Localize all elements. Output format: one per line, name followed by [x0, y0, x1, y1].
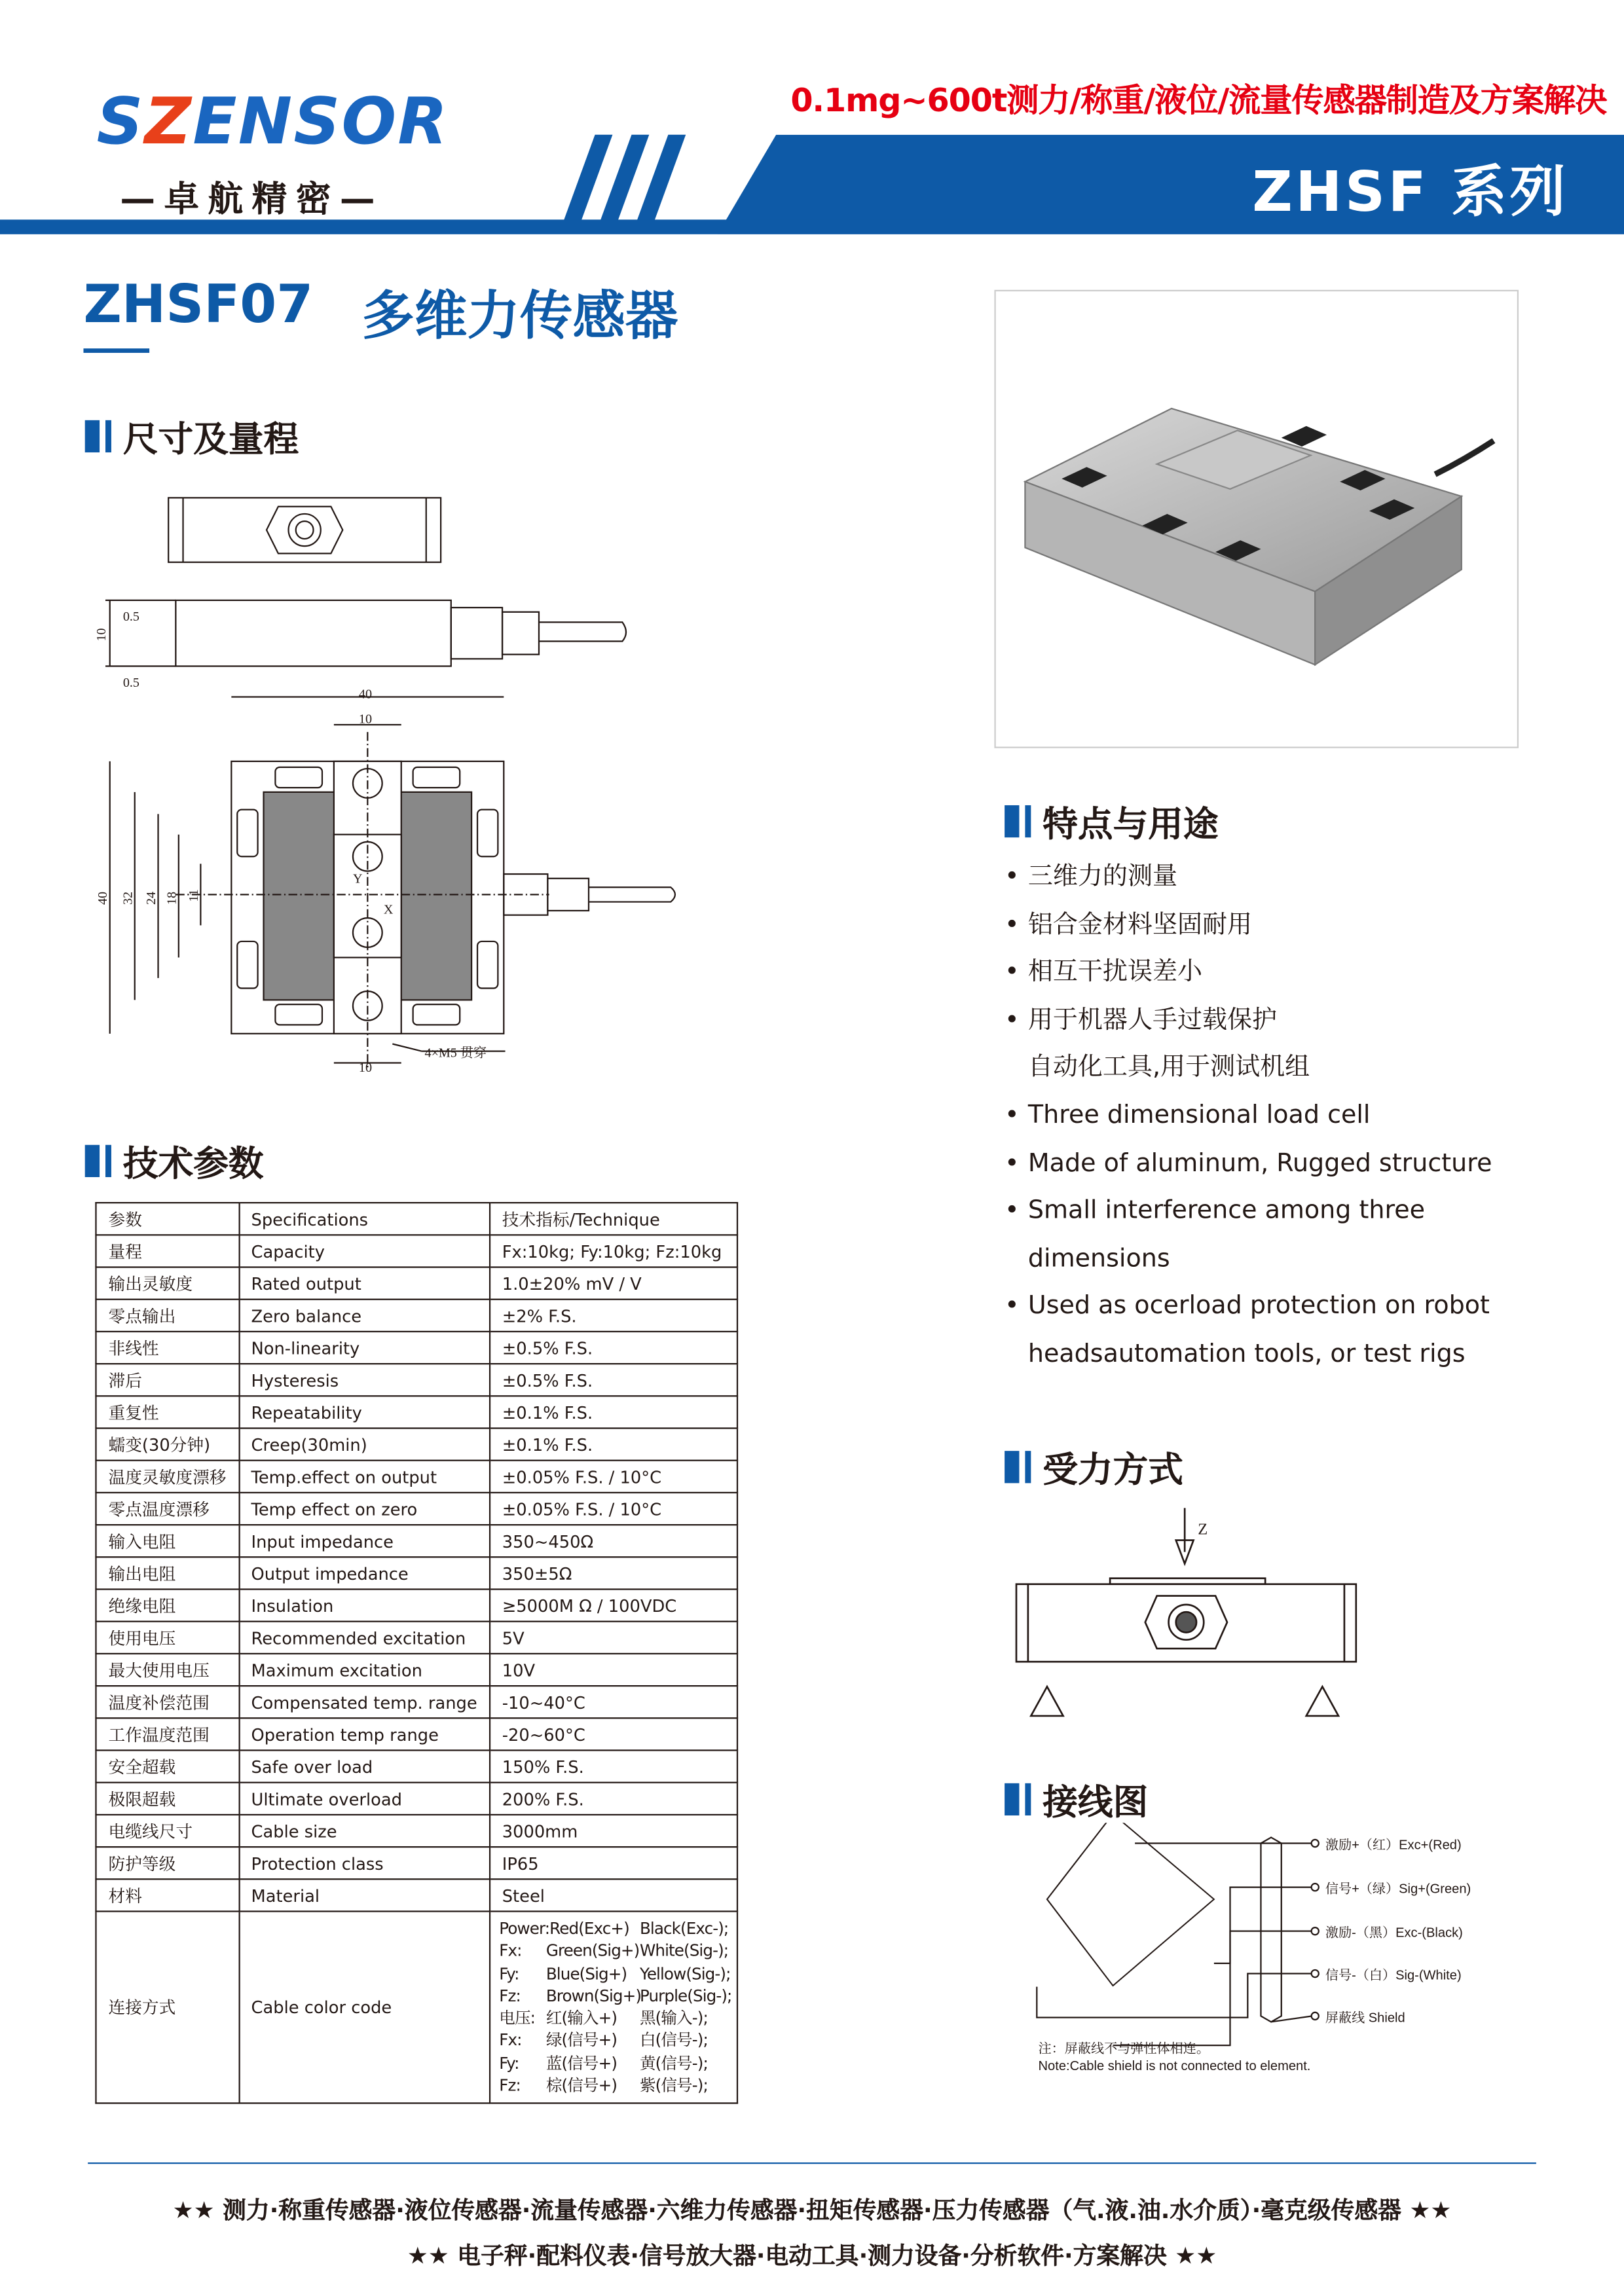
table-row: [96, 1590, 737, 1622]
title-underline: [83, 348, 149, 353]
dim-label: 11: [186, 889, 201, 902]
cell: 蠕变(30分钟): [96, 1429, 238, 1461]
cable-code-line: [499, 2075, 728, 2097]
list-item: • 用于机器人手过载保护: [1005, 996, 1492, 1044]
cell: 参数: [96, 1203, 238, 1235]
cell: Output impedance: [239, 1557, 490, 1589]
cell: Insulation: [239, 1590, 490, 1622]
cell: 3000mm: [490, 1815, 737, 1847]
cell: 工作温度范围: [96, 1718, 238, 1750]
cable-code-part: Fz:: [499, 1986, 521, 2006]
hole-label: 4×M5 贯穿: [424, 1046, 487, 1061]
cable-code-part: Yellow(Sig-);: [639, 1964, 731, 1984]
cell: Specifications: [239, 1203, 490, 1235]
table-row-connection: [96, 1911, 737, 2104]
cell: 输出灵敏度: [96, 1267, 238, 1300]
cell: Hysteresis: [239, 1364, 490, 1396]
table-row: [96, 1815, 737, 1847]
cell: ≥5000M Ω / 100VDC: [490, 1590, 737, 1622]
list-item: • 铝合金材料坚固耐用: [1005, 902, 1492, 949]
cell: 5V: [490, 1622, 737, 1654]
list-item: headsautomation tools, or test rigs: [1027, 1339, 1466, 1369]
cable-code-part: Fz:: [499, 2076, 521, 2096]
table-row: [96, 1300, 737, 1332]
table-row: [96, 1750, 737, 1782]
dim-label: 40: [358, 687, 373, 702]
cell: 滞后: [96, 1364, 238, 1396]
wire-label-sig-plus: 信号+（绿）Sig+(Green): [1325, 1882, 1471, 1897]
cell: 量程: [96, 1235, 238, 1267]
cable-code-part: 黑(输入-);: [639, 2009, 708, 2028]
cable-code-part: 绿(信号+): [545, 2031, 618, 2050]
cell: 非线性: [96, 1332, 238, 1364]
wire-label-exc-minus: 激励-（黑）Exc-(Black): [1325, 1925, 1463, 1941]
wiring-note-cn: 注：屏蔽线不与弹性体相连。: [1038, 2041, 1209, 2056]
cell: Capacity: [239, 1235, 490, 1267]
cell: ±0.5% F.S.: [490, 1332, 737, 1364]
cell: Cable color code: [239, 1911, 490, 2104]
cell: 200% F.S.: [490, 1783, 737, 1815]
footer-rule: [88, 2162, 1536, 2164]
cell: 防护等级: [96, 1847, 238, 1879]
cell: ±0.05% F.S. / 10°C: [490, 1493, 737, 1525]
axis-label: Y: [352, 871, 363, 886]
cable-code-part: Fx:: [499, 2031, 522, 2050]
cell: ±0.05% F.S. / 10°C: [490, 1461, 737, 1493]
cell: 安全超载: [96, 1750, 238, 1782]
section-features: 特点与用途: [1005, 795, 1218, 846]
cable-code-part: 红(输入+): [545, 2009, 618, 2028]
cell: Cable size: [239, 1815, 490, 1847]
cell: 10V: [490, 1654, 737, 1686]
spec-table: [95, 1202, 737, 2104]
cable-code-part: Fy:: [499, 2054, 519, 2073]
cable-code-line: [499, 1963, 731, 1985]
cell: 技术指标/Technique: [490, 1203, 737, 1235]
cell: -20~60°C: [490, 1718, 737, 1750]
cable-code-line: [499, 2052, 728, 2075]
cable-code-part: 电压:: [499, 2009, 536, 2028]
cell: 连接方式: [96, 1911, 238, 2104]
dim-label: 0.5: [122, 610, 139, 625]
loading-diagram: [1010, 1501, 1362, 1720]
dim-label: 18: [164, 891, 179, 905]
list-item: • Used as ocerload protection on robot: [1005, 1283, 1492, 1331]
cable-code-part: Blue(Sig+): [545, 1964, 627, 1984]
cable-code-part: Fx:: [499, 1941, 522, 1961]
dim-label: 10: [358, 1060, 373, 1075]
cable-code-line: [499, 2007, 728, 2030]
cell: ±2% F.S.: [490, 1300, 737, 1332]
section-specs: 技术参数: [85, 1135, 264, 1186]
cell: Creep(30min): [239, 1429, 490, 1461]
table-row: [96, 1622, 737, 1654]
list-item: • Small interference among three: [1005, 1188, 1492, 1235]
wiring-note-en: Note:Cable shield is not connected to element.: [1038, 2059, 1311, 2074]
cell: Safe over load: [239, 1750, 490, 1782]
dim-label: 10: [94, 628, 109, 642]
table-row: [96, 1235, 737, 1267]
cell: Non-linearity: [239, 1332, 490, 1364]
cable-code-line: [499, 1918, 728, 1941]
cell: 输入电阻: [96, 1525, 238, 1557]
cell: Fx:10kg; Fy:10kg; Fz:10kg: [490, 1235, 737, 1267]
feature-list: [1005, 854, 1492, 1379]
table-row: [96, 1783, 737, 1815]
section-wiring: 接线图: [1005, 1773, 1148, 1824]
cell: 绝缘电阻: [96, 1590, 238, 1622]
dim-label: 40: [96, 891, 111, 905]
cable-code-part: Brown(Sig+): [545, 1986, 642, 2006]
table-row: [96, 1525, 737, 1557]
table-row: [96, 1461, 737, 1493]
cell: 使用电压: [96, 1622, 238, 1654]
cell: 150% F.S.: [490, 1750, 737, 1782]
cell: Maximum excitation: [239, 1654, 490, 1686]
table-row: [96, 1396, 737, 1428]
cell: Temp.effect on output: [239, 1461, 490, 1493]
cell: IP65: [490, 1847, 737, 1879]
cell: Operation temp range: [239, 1718, 490, 1750]
cable-code-part: 棕(信号+): [545, 2076, 618, 2096]
cell: ±0.1% F.S.: [490, 1396, 737, 1428]
slogan: 0.1mg~600t测力/称重/液位/流量传感器制造及方案解决: [790, 83, 1607, 120]
cable-code-line: [499, 1985, 732, 2007]
table-row: [96, 1429, 737, 1461]
table-row: [96, 1686, 737, 1718]
series-title: ZHSF 系列: [1252, 159, 1569, 225]
list-item: • Three dimensional load cell: [1005, 1092, 1492, 1140]
cell: ±0.5% F.S.: [490, 1364, 737, 1396]
dim-label: 24: [144, 891, 159, 905]
cell: 极限超载: [96, 1783, 238, 1815]
cell: 350~450Ω: [490, 1525, 737, 1557]
dim-label: 0.5: [122, 675, 139, 690]
product-name: 多维力传感器: [361, 287, 678, 348]
cell: Rated output: [239, 1267, 490, 1300]
cell: Material: [239, 1879, 490, 1911]
cable-code-part: 黄(信号-);: [639, 2054, 708, 2073]
cell: Steel: [490, 1879, 737, 1911]
table-row: [96, 1332, 737, 1364]
dimension-drawing: [88, 483, 703, 1084]
axis-label: Z: [1198, 1520, 1208, 1539]
table-row: [96, 1267, 737, 1300]
cable-code-part: Black(Exc-);: [639, 1919, 729, 1939]
section-loading: 受力方式: [1005, 1441, 1183, 1492]
axis-label: X: [383, 902, 394, 917]
cable-color-codes: [490, 1911, 737, 2104]
cable-code-part: Green(Sig+): [545, 1941, 640, 1961]
cell: 温度补偿范围: [96, 1686, 238, 1718]
cable-code-line: [499, 1941, 728, 1963]
list-item: • Made of aluminum, Rugged structure: [1005, 1140, 1492, 1188]
cell: 材料: [96, 1879, 238, 1911]
wire-label-sig-minus: 信号-（白）Sig-(White): [1325, 1968, 1462, 1983]
cable-code-part: Fy:: [499, 1964, 519, 1984]
cell: ±0.1% F.S.: [490, 1429, 737, 1461]
list-item: 自动化工具,用于测试机组: [1027, 1053, 1310, 1083]
logo: SZENSOR: [96, 84, 449, 160]
cell: Protection class: [239, 1847, 490, 1879]
cell: 1.0±20% mV / V: [490, 1267, 737, 1300]
table-row: [96, 1654, 737, 1686]
cell: Repeatability: [239, 1396, 490, 1428]
list-item: • 三维力的测量: [1005, 854, 1492, 902]
table-row: [96, 1493, 737, 1525]
cell: 温度灵敏度漂移: [96, 1461, 238, 1493]
cell: 输出电阻: [96, 1557, 238, 1589]
cell: 重复性: [96, 1396, 238, 1428]
list-item: • 相互干扰误差小: [1005, 949, 1492, 997]
cable-code-part: White(Sig-);: [639, 1941, 729, 1961]
product-model: ZHSF07: [83, 275, 314, 336]
cell: Ultimate overload: [239, 1783, 490, 1815]
logo-chinese: —卓航精密—: [120, 178, 384, 220]
footer-line-2: ★★ 电子秤·配料仪表·信号放大器·电动工具·测力设备·分析软件·方案解决 ★★: [407, 2241, 1217, 2270]
cell: 电缆线尺寸: [96, 1815, 238, 1847]
table-row: [96, 1879, 737, 1911]
cell: 最大使用电压: [96, 1654, 238, 1686]
table-row: [96, 1203, 737, 1235]
cable-code-part: 紫(信号-);: [639, 2076, 708, 2096]
cell: 零点温度漂移: [96, 1493, 238, 1525]
cell: Temp effect on zero: [239, 1493, 490, 1525]
dim-label: 32: [120, 891, 136, 905]
cable-code-part: Power:Red(Exc+): [499, 1919, 629, 1939]
cell: 350±5Ω: [490, 1557, 737, 1589]
wire-label-exc-plus: 激励+（红）Exc+(Red): [1325, 1838, 1462, 1853]
table-row: [96, 1557, 737, 1589]
cell: 零点输出: [96, 1300, 238, 1332]
cable-code-part: 蓝(信号+): [545, 2054, 618, 2073]
cable-code-line: [499, 2030, 728, 2052]
table-row: [96, 1847, 737, 1879]
cell: -10~40°C: [490, 1686, 737, 1718]
cable-code-part: Purple(Sig-);: [639, 1986, 732, 2006]
cell: Input impedance: [239, 1525, 490, 1557]
cable-code-part: 白(信号-);: [639, 2031, 708, 2050]
list-item: dimensions: [1027, 1244, 1170, 1274]
product-photo: [994, 290, 1519, 748]
footer-line-1: ★★ 测力·称重传感器·液位传感器·流量传感器·六维力传感器·扭矩传感器·压力传感器（气.液.油.水介质）·毫克级传感器 ★★: [172, 2196, 1452, 2224]
cell: Zero balance: [239, 1300, 490, 1332]
wire-label-shield: 屏蔽线 Shield: [1325, 2011, 1405, 2026]
section-dimensions: 尺寸及量程: [85, 410, 299, 461]
table-row: [96, 1718, 737, 1750]
table-row: [96, 1364, 737, 1396]
cell: Recommended excitation: [239, 1622, 490, 1654]
cell: Compensated temp. range: [239, 1686, 490, 1718]
wiring-diagram: [1025, 1823, 1508, 2086]
dim-label: 10: [358, 712, 373, 727]
